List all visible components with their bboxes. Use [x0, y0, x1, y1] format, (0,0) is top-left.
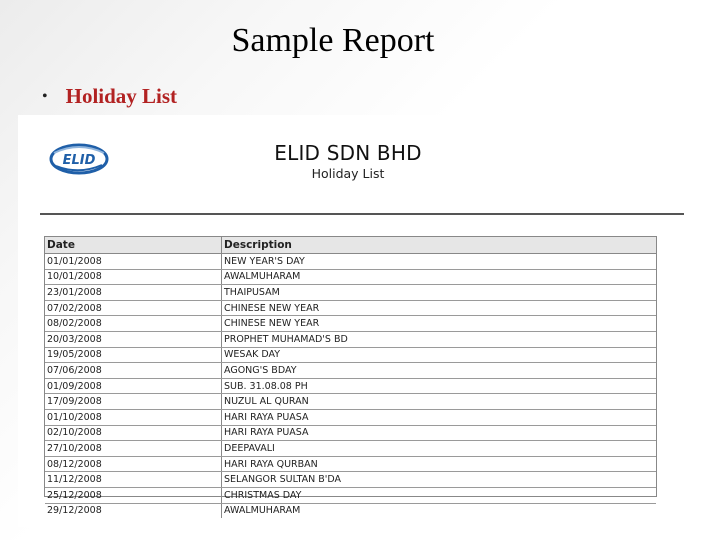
holiday-description: SUB. 31.08.08 PH — [222, 378, 657, 394]
bullet-dot: • — [42, 87, 48, 105]
holiday-description: NUZUL AL QURAN — [222, 394, 657, 410]
holiday-date: 19/05/2008 — [45, 347, 222, 363]
column-header-date: Date — [45, 237, 222, 254]
table-row — [45, 347, 656, 363]
table-row — [45, 409, 656, 425]
company-logo — [48, 139, 110, 179]
slide-title: Sample Report — [231, 22, 435, 59]
logo-text: ELID — [62, 153, 96, 168]
table-row — [45, 472, 656, 488]
holiday-date: 01/09/2008 — [45, 378, 222, 394]
holiday-description: HARI RAYA PUASA — [222, 425, 657, 441]
report-subtitle: Holiday List — [311, 166, 385, 181]
holiday-date: 07/06/2008 — [45, 363, 222, 379]
table-row — [45, 331, 656, 347]
table-row — [45, 456, 656, 472]
holiday-date: 01/01/2008 — [45, 254, 222, 270]
holiday-date: 10/01/2008 — [45, 269, 222, 285]
table-row — [45, 394, 656, 410]
holiday-date: 11/12/2008 — [45, 472, 222, 488]
holiday-description: SELANGOR SULTAN B'DA — [222, 472, 657, 488]
holiday-date: 25/12/2008 — [45, 487, 222, 503]
report-image — [18, 115, 684, 527]
holiday-description: CHINESE NEW YEAR — [222, 316, 657, 332]
table-row — [45, 503, 656, 518]
table-header-row — [45, 237, 656, 254]
bullet-label: Holiday List — [65, 84, 178, 108]
holiday-table — [44, 236, 657, 517]
holiday-description: NEW YEAR'S DAY — [222, 254, 657, 270]
holiday-date: 02/10/2008 — [45, 425, 222, 441]
header-divider — [40, 213, 684, 215]
holiday-date: 20/03/2008 — [45, 331, 222, 347]
column-header-description: Description — [222, 237, 657, 254]
holiday-description: CHINESE NEW YEAR — [222, 300, 657, 316]
table-row — [45, 363, 656, 379]
holiday-date: 08/02/2008 — [45, 316, 222, 332]
holiday-date: 17/09/2008 — [45, 394, 222, 410]
holiday-date: 01/10/2008 — [45, 409, 222, 425]
holiday-description: THAIPUSAM — [222, 285, 657, 301]
holiday-date: 29/12/2008 — [45, 503, 222, 518]
holiday-description: AWALMUHARAM — [224, 505, 301, 517]
holiday-description: AGONG'S BDAY — [222, 363, 657, 379]
holiday-date: 27/10/2008 — [45, 441, 222, 457]
table-row — [45, 254, 656, 270]
bullet-item — [42, 84, 177, 109]
table-row — [45, 285, 656, 301]
table-row — [45, 425, 656, 441]
table-row — [45, 378, 656, 394]
holiday-date: 08/12/2008 — [45, 456, 222, 472]
holiday-description: PROPHET MUHAMAD'S BD — [222, 331, 657, 347]
table-row — [45, 269, 656, 285]
table-row — [45, 487, 656, 503]
holiday-description: DEEPAVALI — [222, 441, 657, 457]
holiday-date: 23/01/2008 — [45, 285, 222, 301]
company-name: ELID SDN BHD — [274, 141, 422, 165]
holiday-description: CHRISTMAS DAY — [222, 487, 657, 503]
table-row — [45, 300, 656, 316]
holiday-description: HARI RAYA PUASA — [222, 409, 657, 425]
table-row — [45, 316, 656, 332]
holiday-description: AWALMUHARAM — [222, 269, 657, 285]
holiday-date: 07/02/2008 — [45, 300, 222, 316]
holiday-description: HARI RAYA QURBAN — [222, 456, 657, 472]
table-row — [45, 441, 656, 457]
holiday-description: WESAK DAY — [222, 347, 657, 363]
